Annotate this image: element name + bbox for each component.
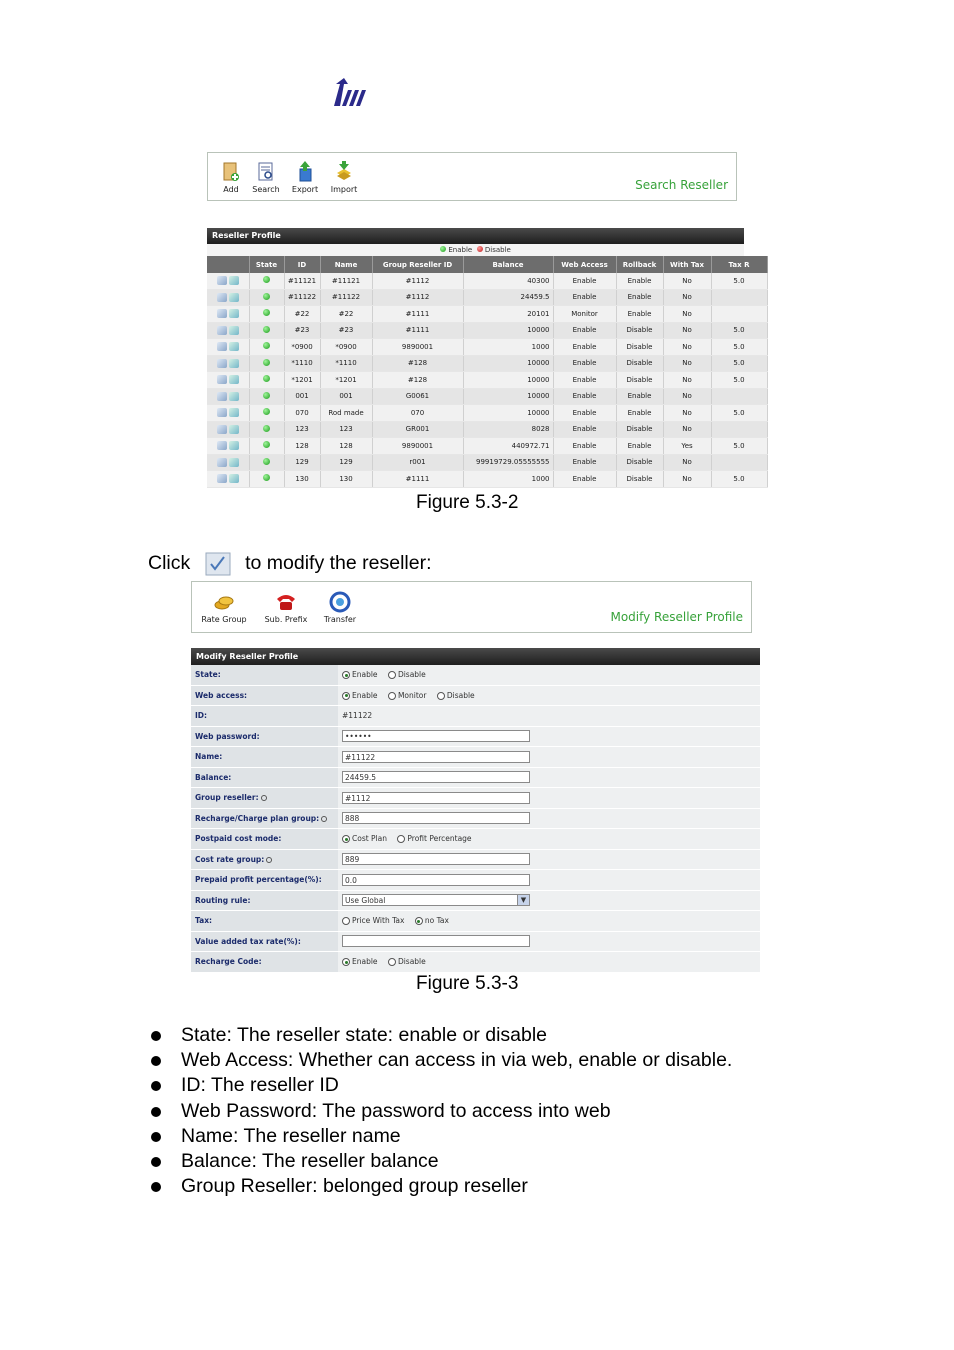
no-tax-radio[interactable]: no Tax [415, 916, 449, 925]
row-actions [207, 454, 249, 471]
cell-name: *0900 [320, 339, 372, 356]
table-row [207, 306, 767, 323]
column-header[interactable] [207, 256, 249, 273]
edit-icon[interactable] [217, 309, 227, 318]
row-actions [207, 421, 249, 438]
state-cell [249, 273, 284, 289]
cell-web: Monitor [553, 306, 616, 323]
disable-dot-icon [477, 246, 483, 252]
cost-rate-group-search-icon[interactable] [266, 857, 272, 863]
cell-rollback: Disable [616, 355, 663, 372]
state-cell [249, 372, 284, 389]
cell-tax: No [663, 339, 711, 356]
enable-dot-icon [263, 359, 270, 366]
edit-icon[interactable] [217, 375, 227, 384]
table-row [207, 355, 767, 372]
search-toolbar [207, 152, 737, 201]
table-row [207, 405, 767, 422]
cell-id: #23 [284, 322, 320, 339]
search-reseller-title: Search Reseller [635, 178, 728, 192]
vat-input[interactable] [342, 935, 530, 947]
modify-reseller-title: Modify Reseller Profile [610, 610, 743, 624]
state-cell [249, 388, 284, 405]
field-description-list [149, 1023, 849, 1199]
edit-icon [204, 551, 232, 577]
group-reseller-search-icon[interactable] [261, 795, 267, 801]
view-icon[interactable] [229, 441, 239, 450]
enable-dot-icon [263, 425, 270, 432]
recharge-code-row: Recharge Code: Enable Disable [191, 952, 760, 973]
view-icon[interactable] [229, 326, 239, 335]
table-row [207, 421, 767, 438]
cell-web: Enable [553, 355, 616, 372]
cell-name: *1201 [320, 372, 372, 389]
table-row [207, 388, 767, 405]
modify-form [191, 665, 760, 973]
edit-icon[interactable] [217, 392, 227, 401]
cell-balance: 1000 [463, 471, 553, 488]
cell-rate [711, 421, 767, 438]
reseller-panel-title: Reseller Profile [207, 228, 744, 244]
cell-web: Enable [553, 471, 616, 488]
state-cell [249, 322, 284, 339]
cell-rollback: Enable [616, 306, 663, 323]
cell-web: Enable [553, 372, 616, 389]
cost-plan-radio[interactable]: Cost Plan [342, 834, 387, 843]
cell-rollback: Disable [616, 421, 663, 438]
web-access-row: Web access: Enable Monitor Disable [191, 685, 760, 706]
row-actions [207, 405, 249, 422]
cell-balance: 10000 [463, 405, 553, 422]
enable-dot-icon [263, 441, 270, 448]
cell-web: Enable [553, 438, 616, 455]
id-row: ID: #11122 [191, 706, 760, 727]
tax-row: Tax: Price With Tax no Tax [191, 911, 760, 932]
list-item: ID: The reseller ID [149, 1073, 849, 1098]
cell-web: Enable [553, 289, 616, 306]
cell-group: #1111 [372, 471, 463, 488]
column-header[interactable]: Tax R [711, 256, 767, 273]
edit-icon[interactable] [217, 458, 227, 467]
web-password-input[interactable]: •••••• [342, 730, 530, 742]
state-cell [249, 421, 284, 438]
search-icon [256, 161, 276, 183]
recharge-group-search-icon[interactable] [321, 816, 327, 822]
import-button[interactable]: Import [327, 161, 361, 194]
view-icon[interactable] [229, 474, 239, 483]
cell-tax: No [663, 322, 711, 339]
prepaid-profit-row: Prepaid profit percentage(%): 0.0 [191, 870, 760, 891]
row-actions [207, 289, 249, 306]
state-cell [249, 355, 284, 372]
cell-id: 070 [284, 405, 320, 422]
routing-rule-select[interactable]: Use Global ▼ [342, 894, 530, 906]
cell-id: 001 [284, 388, 320, 405]
enable-dot-icon [263, 458, 270, 465]
cell-group: 9890001 [372, 438, 463, 455]
row-actions [207, 355, 249, 372]
chevron-down-icon: ▼ [517, 895, 529, 905]
cell-web: Enable [553, 388, 616, 405]
price-with-tax-radio[interactable]: Price With Tax [342, 916, 404, 925]
view-icon[interactable] [229, 359, 239, 368]
edit-icon[interactable] [217, 441, 227, 450]
cell-balance: 440972.71 [463, 438, 553, 455]
cell-tax: No [663, 273, 711, 289]
cell-id: *0900 [284, 339, 320, 356]
cell-id: 130 [284, 471, 320, 488]
enable-dot-icon [263, 326, 270, 333]
sub-prefix-button[interactable]: Sub. Prefix [260, 591, 312, 624]
cell-tax: No [663, 372, 711, 389]
list-item: Web Access: Whether can access in via web, enable or disable. [149, 1048, 849, 1073]
table-row [207, 372, 767, 389]
list-item: Name: The reseller name [149, 1124, 849, 1149]
cell-rate: 5.0 [711, 322, 767, 339]
state-enable-radio[interactable]: Enable [342, 670, 378, 679]
table-row [207, 322, 767, 339]
web-access-monitor-radio[interactable]: Monitor [388, 691, 427, 700]
name-input[interactable]: #11122 [342, 751, 530, 763]
list-item: State: The reseller state: enable or disable [149, 1023, 849, 1048]
reseller-table [207, 256, 768, 488]
view-icon[interactable] [229, 408, 239, 417]
view-icon[interactable] [229, 342, 239, 351]
cost-rate-group-input[interactable]: 889 [342, 853, 530, 865]
enable-dot-icon [440, 246, 446, 252]
cell-balance: 1000 [463, 339, 553, 356]
cell-tax: No [663, 471, 711, 488]
cell-tax: No [663, 355, 711, 372]
web-access-enable-radio[interactable]: Enable [342, 691, 378, 700]
row-actions [207, 388, 249, 405]
modify-panel-title: Modify Reseller Profile [191, 648, 760, 665]
table-row [207, 289, 767, 306]
cell-rate [711, 289, 767, 306]
cell-name: 130 [320, 471, 372, 488]
enable-dot-icon [263, 342, 270, 349]
transfer-button[interactable]: Transfer [318, 591, 362, 624]
edit-icon[interactable] [217, 326, 227, 335]
cell-web: Enable [553, 454, 616, 471]
cell-rate: 5.0 [711, 355, 767, 372]
cell-tax: No [663, 289, 711, 306]
cell-rollback: Disable [616, 322, 663, 339]
cell-rollback: Enable [616, 273, 663, 289]
recharge-code-disable-radio[interactable]: Disable [388, 957, 426, 966]
cell-group: G0061 [372, 388, 463, 405]
row-actions [207, 372, 249, 389]
row-actions [207, 273, 249, 289]
column-header[interactable]: Rollback [616, 256, 663, 273]
cell-balance: 10000 [463, 388, 553, 405]
cell-name: #11121 [320, 273, 372, 289]
row-actions [207, 306, 249, 323]
group-reseller-row: Group reseller: #1112 [191, 788, 760, 809]
cell-group: #128 [372, 355, 463, 372]
edit-icon[interactable] [217, 276, 227, 285]
cell-name: #22 [320, 306, 372, 323]
cell-name: Rod made [320, 405, 372, 422]
enable-dot-icon [263, 309, 270, 316]
enable-dot-icon [263, 474, 270, 481]
row-actions [207, 471, 249, 488]
enable-dot-icon [263, 293, 270, 300]
cell-rollback: Disable [616, 339, 663, 356]
cell-rollback: Disable [616, 454, 663, 471]
recharge-group-row: Recharge/Charge plan group: 888 [191, 808, 760, 829]
cell-name: *1110 [320, 355, 372, 372]
cell-name: 123 [320, 421, 372, 438]
list-item: Balance: The reseller balance [149, 1149, 849, 1174]
edit-icon[interactable] [217, 359, 227, 368]
cell-rollback: Disable [616, 471, 663, 488]
cell-name: #11122 [320, 289, 372, 306]
cell-id: *1201 [284, 372, 320, 389]
cell-rate [711, 388, 767, 405]
state-cell [249, 471, 284, 488]
state-cell [249, 306, 284, 323]
cell-balance: 40300 [463, 273, 553, 289]
group-reseller-input[interactable]: #1112 [342, 792, 530, 804]
cell-web: Enable [553, 273, 616, 289]
cell-group: 9890001 [372, 339, 463, 356]
cell-id: #22 [284, 306, 320, 323]
view-icon[interactable] [229, 458, 239, 467]
column-header[interactable]: Name [320, 256, 372, 273]
cell-tax: No [663, 306, 711, 323]
cell-balance: 8028 [463, 421, 553, 438]
state-legend: Enable Disable [207, 244, 744, 256]
cell-rate: 5.0 [711, 471, 767, 488]
cost-rate-group-row: Cost rate group: 889 [191, 849, 760, 870]
transfer-icon [329, 591, 351, 613]
cell-rollback: Enable [616, 438, 663, 455]
cell-balance: 24459.5 [463, 289, 553, 306]
state-cell [249, 289, 284, 306]
row-actions [207, 438, 249, 455]
import-icon [334, 161, 354, 183]
cell-name: #23 [320, 322, 372, 339]
view-icon[interactable] [229, 276, 239, 285]
cell-rollback: Enable [616, 388, 663, 405]
vat-row: Value added tax rate(%): [191, 931, 760, 952]
enable-dot-icon [263, 408, 270, 415]
coins-icon [213, 591, 235, 613]
export-button[interactable]: Export [288, 161, 322, 194]
prepaid-profit-input[interactable]: 0.0 [342, 874, 530, 886]
cell-rollback: Enable [616, 405, 663, 422]
edit-icon[interactable] [217, 474, 227, 483]
cell-web: Enable [553, 322, 616, 339]
view-icon[interactable] [229, 309, 239, 318]
cell-balance: 10000 [463, 355, 553, 372]
add-button[interactable]: Add [214, 161, 248, 194]
cell-group: GR001 [372, 421, 463, 438]
cell-rate: 5.0 [711, 273, 767, 289]
column-header[interactable]: With Tax [663, 256, 711, 273]
cell-tax: No [663, 388, 711, 405]
balance-row: Balance: 24459.5 [191, 767, 760, 788]
cell-tax: No [663, 405, 711, 422]
routing-rule-row: Routing rule: Use Global ▼ [191, 890, 760, 911]
edit-icon[interactable] [217, 408, 227, 417]
cell-name: 128 [320, 438, 372, 455]
cell-web: Enable [553, 421, 616, 438]
cell-balance: 10000 [463, 322, 553, 339]
cell-web: Enable [553, 339, 616, 356]
cell-id: 129 [284, 454, 320, 471]
cell-group: #1111 [372, 306, 463, 323]
reseller-profile-panel [207, 228, 750, 493]
cell-rate: 5.0 [711, 438, 767, 455]
edit-icon[interactable] [217, 342, 227, 351]
cell-id: #11122 [284, 289, 320, 306]
table-row [207, 339, 767, 356]
cell-id: #11121 [284, 273, 320, 289]
table-row [207, 273, 767, 289]
figure-caption-1: Figure 5.3-2 [416, 492, 519, 513]
cell-balance: 20101 [463, 306, 553, 323]
cell-tax: No [663, 454, 711, 471]
cell-tax: No [663, 421, 711, 438]
click-instruction: Click to modify the reseller: [148, 548, 432, 578]
table-row [207, 471, 767, 488]
view-icon[interactable] [229, 293, 239, 302]
cell-rollback: Disable [616, 372, 663, 389]
cell-rate [711, 454, 767, 471]
cell-group: #128 [372, 372, 463, 389]
balance-input[interactable]: 24459.5 [342, 771, 530, 783]
cell-name: 129 [320, 454, 372, 471]
column-header[interactable]: ID [284, 256, 320, 273]
cell-group: #1111 [372, 322, 463, 339]
enable-dot-icon [263, 392, 270, 399]
column-header[interactable]: State [249, 256, 284, 273]
table-row [207, 438, 767, 455]
company-logo [332, 78, 368, 108]
cell-name: 001 [320, 388, 372, 405]
name-row: Name: #11122 [191, 747, 760, 768]
web-password-row: Web password: •••••• [191, 726, 760, 747]
edit-icon[interactable] [217, 425, 227, 434]
cell-id: 128 [284, 438, 320, 455]
recharge-group-input[interactable]: 888 [342, 812, 530, 824]
enable-dot-icon [263, 276, 270, 283]
profit-percentage-radio[interactable]: Profit Percentage [397, 834, 471, 843]
enable-dot-icon [263, 375, 270, 382]
cell-tax: Yes [663, 438, 711, 455]
rate-group-button[interactable]: Rate Group [198, 591, 250, 624]
cell-rollback: Enable [616, 289, 663, 306]
cell-rate: 5.0 [711, 339, 767, 356]
state-cell [249, 405, 284, 422]
cell-id: *1110 [284, 355, 320, 372]
cell-group: #1112 [372, 273, 463, 289]
postpaid-mode-row: Postpaid cost mode: Cost Plan Profit Percentage [191, 829, 760, 850]
modify-profile-panel [191, 648, 760, 972]
table-row [207, 454, 767, 471]
search-button[interactable]: Search [249, 161, 283, 194]
web-access-disable-radio[interactable]: Disable [437, 691, 475, 700]
state-cell [249, 438, 284, 455]
list-item: Group Reseller: belonged group reseller [149, 1174, 849, 1199]
cell-balance: 99919729.05555555 [463, 454, 553, 471]
state-row: State: Enable Disable [191, 665, 760, 685]
telephone-icon [275, 591, 297, 613]
view-icon[interactable] [229, 392, 239, 401]
column-header[interactable]: Balance [463, 256, 553, 273]
figure-caption-2: Figure 5.3-3 [416, 973, 519, 994]
list-item: Web Password: The password to access into web [149, 1099, 849, 1124]
state-cell [249, 339, 284, 356]
cell-id: 123 [284, 421, 320, 438]
cell-balance: 10000 [463, 372, 553, 389]
modify-toolbar [191, 581, 752, 633]
cell-rate [711, 306, 767, 323]
recharge-code-enable-radio[interactable]: Enable [342, 957, 378, 966]
edit-icon[interactable] [217, 293, 227, 302]
cell-rate: 5.0 [711, 405, 767, 422]
view-icon[interactable] [229, 375, 239, 384]
state-disable-radio[interactable]: Disable [388, 670, 426, 679]
export-icon [295, 161, 315, 183]
column-header[interactable]: Web Access [553, 256, 616, 273]
cell-rate: 5.0 [711, 372, 767, 389]
cell-group: r001 [372, 454, 463, 471]
cell-group: #1112 [372, 289, 463, 306]
cell-web: Enable [553, 405, 616, 422]
state-cell [249, 454, 284, 471]
row-actions [207, 322, 249, 339]
view-icon[interactable] [229, 425, 239, 434]
column-header[interactable]: Group Reseller ID [372, 256, 463, 273]
row-actions [207, 339, 249, 356]
cell-group: 070 [372, 405, 463, 422]
id-value: #11122 [338, 706, 760, 727]
add-icon [221, 161, 241, 183]
